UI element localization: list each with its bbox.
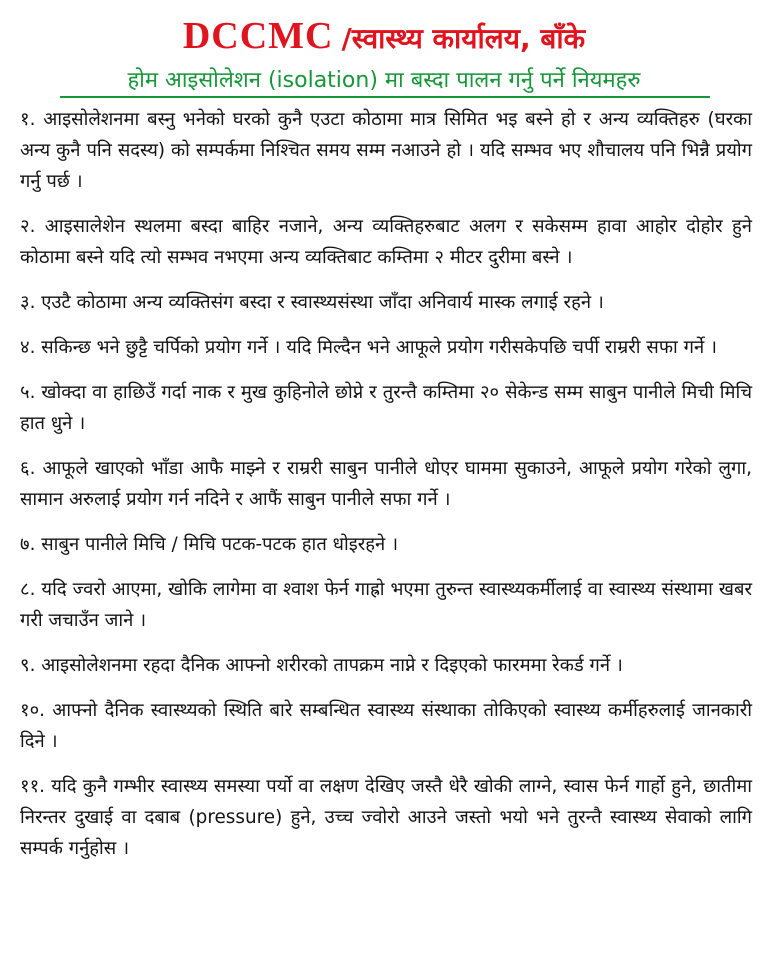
rule-item-9: ९. आइसोलेशनमा रहदा दैनिक आफ्नो शरीरको तापक्रम नाप्ने र दिइएको फारममा रेकर्ड गर्ने । [20, 655, 623, 676]
rule-item-4: ४. सकिन्छ भने छुट्टै चर्पिको प्रयोग गर्ने । यदि मिल्दैन भने आफूले प्रयोग गरीसकेपछि चर्पी राम्ररी सफा गर्ने । [20, 337, 718, 358]
rules-list [20, 104, 752, 878]
title-brand: DCCMC [182, 15, 334, 57]
rule-item-7: ७. साबुन पानीले मिचि / मिचि पटक-पटक हात धोइरहने । [20, 534, 399, 555]
page-subtitle: होम आइसोलेशन (isolation) मा बस्दा पालन गर्नु पर्ने नियमहरु [127, 68, 641, 93]
page-title [0, 14, 768, 58]
rule-item-5: ५. खोक्दा वा हाछिउँ गर्दा नाक र मुख कुहिनोले छोप्ने र तुरन्तै कम्तिमा २० सेकेन्ड सम्म साबुन पानीले मिची मिचि हात धुने । [20, 382, 752, 434]
title-office: /स्वास्थ्य कार्यालय, बाँके [341, 22, 586, 55]
rule-item-6: ६. आफूले खाएको भाँडा आफै माझ्ने र राम्ररी साबुन पानीले धोएर घाममा सुकाउने, आफूले प्रयोग गरेको लुगा, सामान अरुलाई प्रयोग गर्न नदिने र आफैं साबुन पानीले सफा गर्ने । [20, 458, 752, 510]
rule-item-8: ८. यदि ज्वरो आएमा, खोकि लागेमा वा श्वाश फेर्न गाह्रो भएमा तुरुन्त स्वास्थ्यकर्मीलाई वा स्वास्थ्य संस्थामा खबर गरी जचाउँन जाने । [20, 579, 752, 631]
rule-item-10: १०. आफ्नो दैनिक स्वास्थ्यको स्थिति बारे सम्बन्धित स्वास्थ्य संस्थाका तोकिएको स्वास्थ्य कर्मीहरुलाई जानकारी दिने । [20, 700, 752, 752]
rule-item-1: १. आइसोलेशनमा बस्नु भनेको घरको कुनै एउटा कोठामा मात्र सिमित भइ बस्ने हो र अन्य व्यक्तिहरु (घरका अन्य कुनै पनि सदस्य) को सम्पर्कमा निश्चित समय सम्म नआउने हो । यदि सम्भव भए शौचालय पनि भिन्नै प्रयोग गर्नु पर्छ । [20, 109, 752, 192]
rule-item-2: २. आइसालेशेन स्थलमा बस्दा बाहिर नजाने, अन्य व्यक्तिहरुबाट अलग र सकेसम्म हावा आहोर दोहोर हुने कोठामा बस्ने यदि त्यो सम्भव नभएमा अन्य व्यक्तिबाट कम्तिमा २ मीटर दुरीमा बस्ने । [20, 216, 752, 268]
rule-item-11: ११. यदि कुनै गम्भीर स्वास्थ्य समस्या पर्यो वा लक्षण देखिए जस्तै धेरै खोकी लाग्ने, स्वास फेर्न गार्हो हुने, छातीमा निरन्तर दुखाई वा दबाब (pressure) हुने, उच्च ज्वोरो आउने जस्तो भयो भने तुरन्तै स्वास्थ्य सेवाको लागि सम्पर्क गर्नुहोस । [20, 776, 752, 859]
rule-item-3: ३. एउटै कोठामा अन्य व्यक्तिसंग बस्दा र स्वास्थ्यसंस्था जाँदा अनिवार्य मास्क लगाई रहने । [20, 292, 604, 313]
subtitle-underline [60, 96, 710, 98]
